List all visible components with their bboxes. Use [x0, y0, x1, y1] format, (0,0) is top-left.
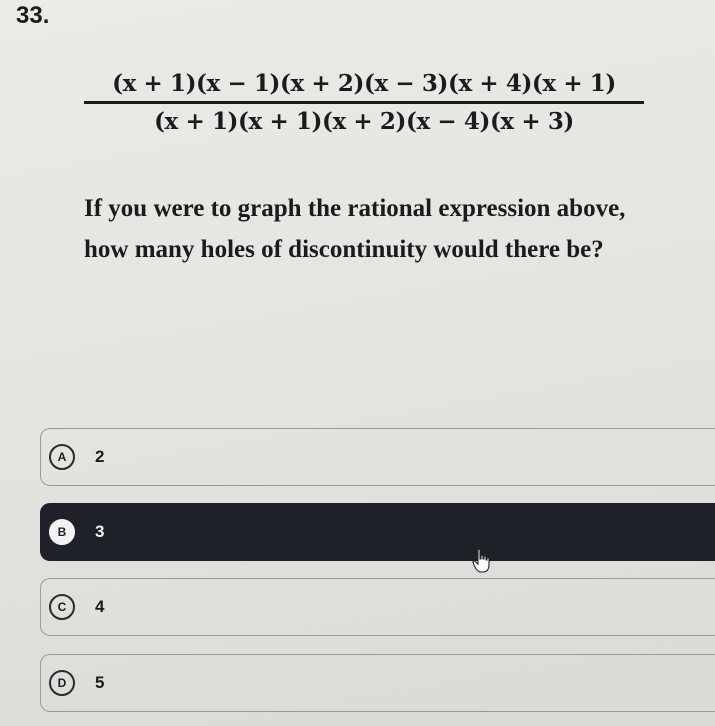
- option-value: 5: [95, 673, 105, 692]
- option-letter-badge: B: [49, 519, 75, 545]
- option-value: 4: [95, 597, 105, 616]
- option-d[interactable]: [40, 654, 715, 712]
- option-b[interactable]: [40, 503, 715, 561]
- option-value: 3: [95, 522, 105, 541]
- hand-pointer-icon: [472, 548, 492, 579]
- option-letter-badge: D: [49, 670, 75, 696]
- fraction-bar: [84, 101, 644, 104]
- option-a[interactable]: [40, 428, 715, 486]
- rational-expression: [84, 70, 644, 135]
- option-value: 2: [95, 447, 105, 466]
- option-letter-badge: A: [49, 444, 75, 470]
- question-number: 33.: [16, 2, 50, 29]
- option-c[interactable]: [40, 578, 715, 636]
- numerator: (x + 1)(x − 1)(x + 2)(x − 3)(x + 4)(x + 1): [112, 70, 616, 97]
- denominator: (x + 1)(x + 1)(x + 2)(x − 4)(x + 3): [154, 108, 574, 135]
- question-text: If you were to graph the rational expression above, how many holes of discontinuity would there be?: [84, 195, 626, 263]
- option-letter-badge: C: [49, 594, 75, 620]
